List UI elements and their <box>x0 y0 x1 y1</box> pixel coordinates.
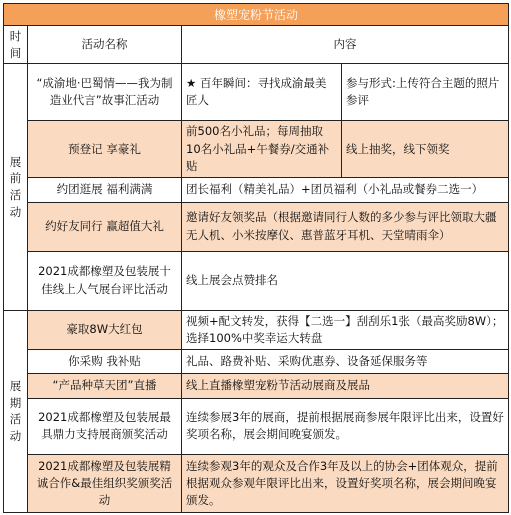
row-4-content: 邀请好友领奖品（根据邀请同行人数的多少参与评比领取大疆无人机、小米按摩仪、惠普蓝牙耳机、天堂晴雨伞） <box>182 202 509 251</box>
row-9-content: 连续参展3年的展商，提前根据展商参展年限评比出来，设置好奖项名称，展会期间晚宴颁发。 <box>182 398 509 454</box>
row-5-content: 线上展会点赞排名 <box>182 251 509 310</box>
row-4-name: 约好友同行 赢超值大礼 <box>28 202 182 251</box>
row-1-content-a: ★ 百年瞬间：寻找成渝最美匠人 <box>182 64 342 121</box>
row-6-name: 豪取8W大红包 <box>28 310 182 350</box>
activity-table <box>3 3 509 513</box>
row-1-name: “成渝地·巴蜀情——我为制造业代言”故事汇活动 <box>28 64 182 121</box>
header-content: 内容 <box>182 26 509 64</box>
row-3-name: 约团逛展 福利满满 <box>28 178 182 202</box>
row-1-content-b: 参与形式:上传符合主题的照片参评 <box>342 64 509 121</box>
row-10-name: 2021成都橡塑及包装展精诚合作&最佳组织奖颁奖活动 <box>28 454 182 513</box>
row-10-content: 连续参观3年的观众及合作3年及以上的协会+团体观众，提前根据观众参观年限评比出来，设置好奖项名称，展会期间晚宴颁发。 <box>182 454 509 513</box>
row-5-name: 2021成都橡塑及包装展十佳线上人气展台评比活动 <box>28 251 182 310</box>
row-8-name: “产品种草天团”直播 <box>28 374 182 398</box>
section-during-label: 展期活动 <box>9 379 22 444</box>
header-time <box>4 26 28 64</box>
row-2-content-a: 前500名小礼品；每周抽取10名小礼品+午餐券/交通补贴 <box>182 121 342 178</box>
row-2-content-b: 线上抽奖，线下领奖 <box>342 121 509 178</box>
section-during-exhibition <box>4 310 28 513</box>
row-6-content: 视频+配文转发，获得【二选一】刮刮乐1张（最高奖励8W）；选择100%中奖幸运大转盘 <box>182 310 509 350</box>
header-time-label: 时间 <box>9 29 22 60</box>
row-3-content: 团长福利（精美礼品）+团员福利（小礼品或餐券二选一） <box>182 178 509 202</box>
row-7-content: 礼品、路费补贴、采购优惠券、设备延保服务等 <box>182 350 509 374</box>
row-2-name: 预登记 享豪礼 <box>28 121 182 178</box>
table-title: 橡塑宠粉节活动 <box>4 4 509 26</box>
header-activity-name: 活动名称 <box>28 26 182 64</box>
row-7-name: 你采购 我补贴 <box>28 350 182 374</box>
row-8-content: 线上直播橡塑宠粉节活动展商及展品 <box>182 374 509 398</box>
section-pre-exhibition <box>4 64 28 310</box>
section-pre-label: 展前活动 <box>9 154 22 219</box>
row-9-name: 2021成都橡塑及包装展最具鼎力支持展商颁奖活动 <box>28 398 182 454</box>
